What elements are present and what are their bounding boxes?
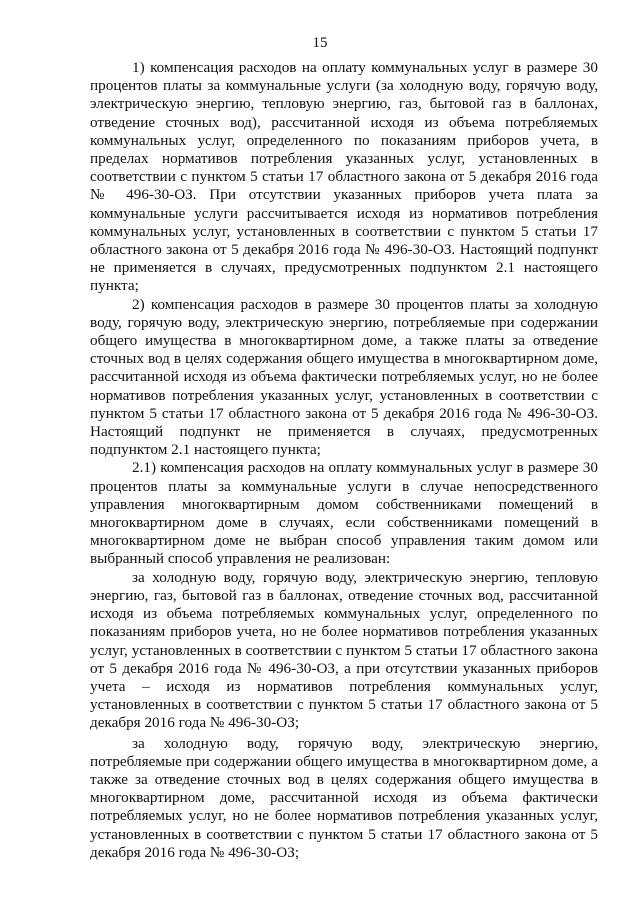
paragraph-subpoint-2-1: 2.1) компенсация расходов на оплату коммунальных услуг в размере 30 процентов платы за коммунальные услуги в случае непосредственного управления многоквартирным домом собственниками помещений в многоквартирном доме в случаях, если собственниками помещений в многоквартирном доме не выбран способ управления таким домом или выбранный способ управления не реализован: <box>90 459 598 568</box>
paragraph-subpoint-1: 1) компенсация расходов на оплату коммунальных услуг в размере 30 процентов платы за коммунальные услуги (за холодную воду, горячую воду, электрическую энергию, тепловую энергию, газ, бытовой газ в баллонах, отведение сточных вод), рассчитанной исходя из объема потребляемых коммунальных услуг, определенного по показаниям приборов учета, в пределах нормативов потребления указанных услуг, установленных в соответствии с пунктом 5 статьи 17 областного закона от 5 декабря 2016 года № 496-30-ОЗ. При отсутствии указанных приборов учета плата за коммунальные услуги рассчитывается исходя из нормативов потребления коммунальных услуг, установленных в соответствии с пунктом 5 статьи 17 областного закона от 5 декабря 2016 года № 496-30-ОЗ. Настоящий подпункт не применяется в случаях, предусмотренных подпунктом 2.1 настоящего пункта; <box>90 59 598 295</box>
document-body <box>90 59 598 862</box>
paragraph-utilities-clause: за холодную воду, горячую воду, электрическую энергию, тепловую энергию, газ, бытовой газ в баллонах, отведение сточных вод, рассчитанной исходя из объема потребляемых коммунальных услуг, определенного по показаниям приборов учета, но не более нормативов потребления указанных услуг, установленных в соответствии с пунктом 5 статьи 17 областного закона от 5 декабря 2016 года № 496-30-ОЗ, а при отсутствии указанных приборов учета – исходя из нормативов потребления коммунальных услуг, установленных в соответствии с пунктом 5 статьи 17 областного закона от 5 декабря 2016 года № 496-30-ОЗ; <box>90 568 598 732</box>
paragraph-common-property-clause: за холодную воду, горячую воду, электрическую энергию, потребляемые при содержании общего имущества в многоквартирном доме, а также за отведение сточных вод в целях содержания общего имущества в многоквартирном доме, рассчитанной исходя из объема фактически потребляемых услуг, но не более нормативов потребления указанных услуг, установленных в соответствии с пунктом 5 статьи 17 областного закона от 5 декабря 2016 года № 496-30-ОЗ; <box>90 734 598 861</box>
paragraph-subpoint-2: 2) компенсация расходов в размере 30 процентов платы за холодную воду, горячую воду, электрическую энергию, потребляемые при содержании общего имущества в многоквартирном доме, а также платы за отведение сточных вод в целях содержания общего имущества в многоквартирном доме, рассчитанной исходя из объема фактически потребляемых услуг, но не более нормативов потребления указанных услуг, установленных в соответствии с пунктом 5 статьи 17 областного закона от 5 декабря 2016 года № 496-30-ОЗ. Настоящий подпункт не применяется в случаях, предусмотренных подпунктом 2.1 настоящего пункта; <box>90 295 598 459</box>
page-number: 15 <box>312 35 328 51</box>
